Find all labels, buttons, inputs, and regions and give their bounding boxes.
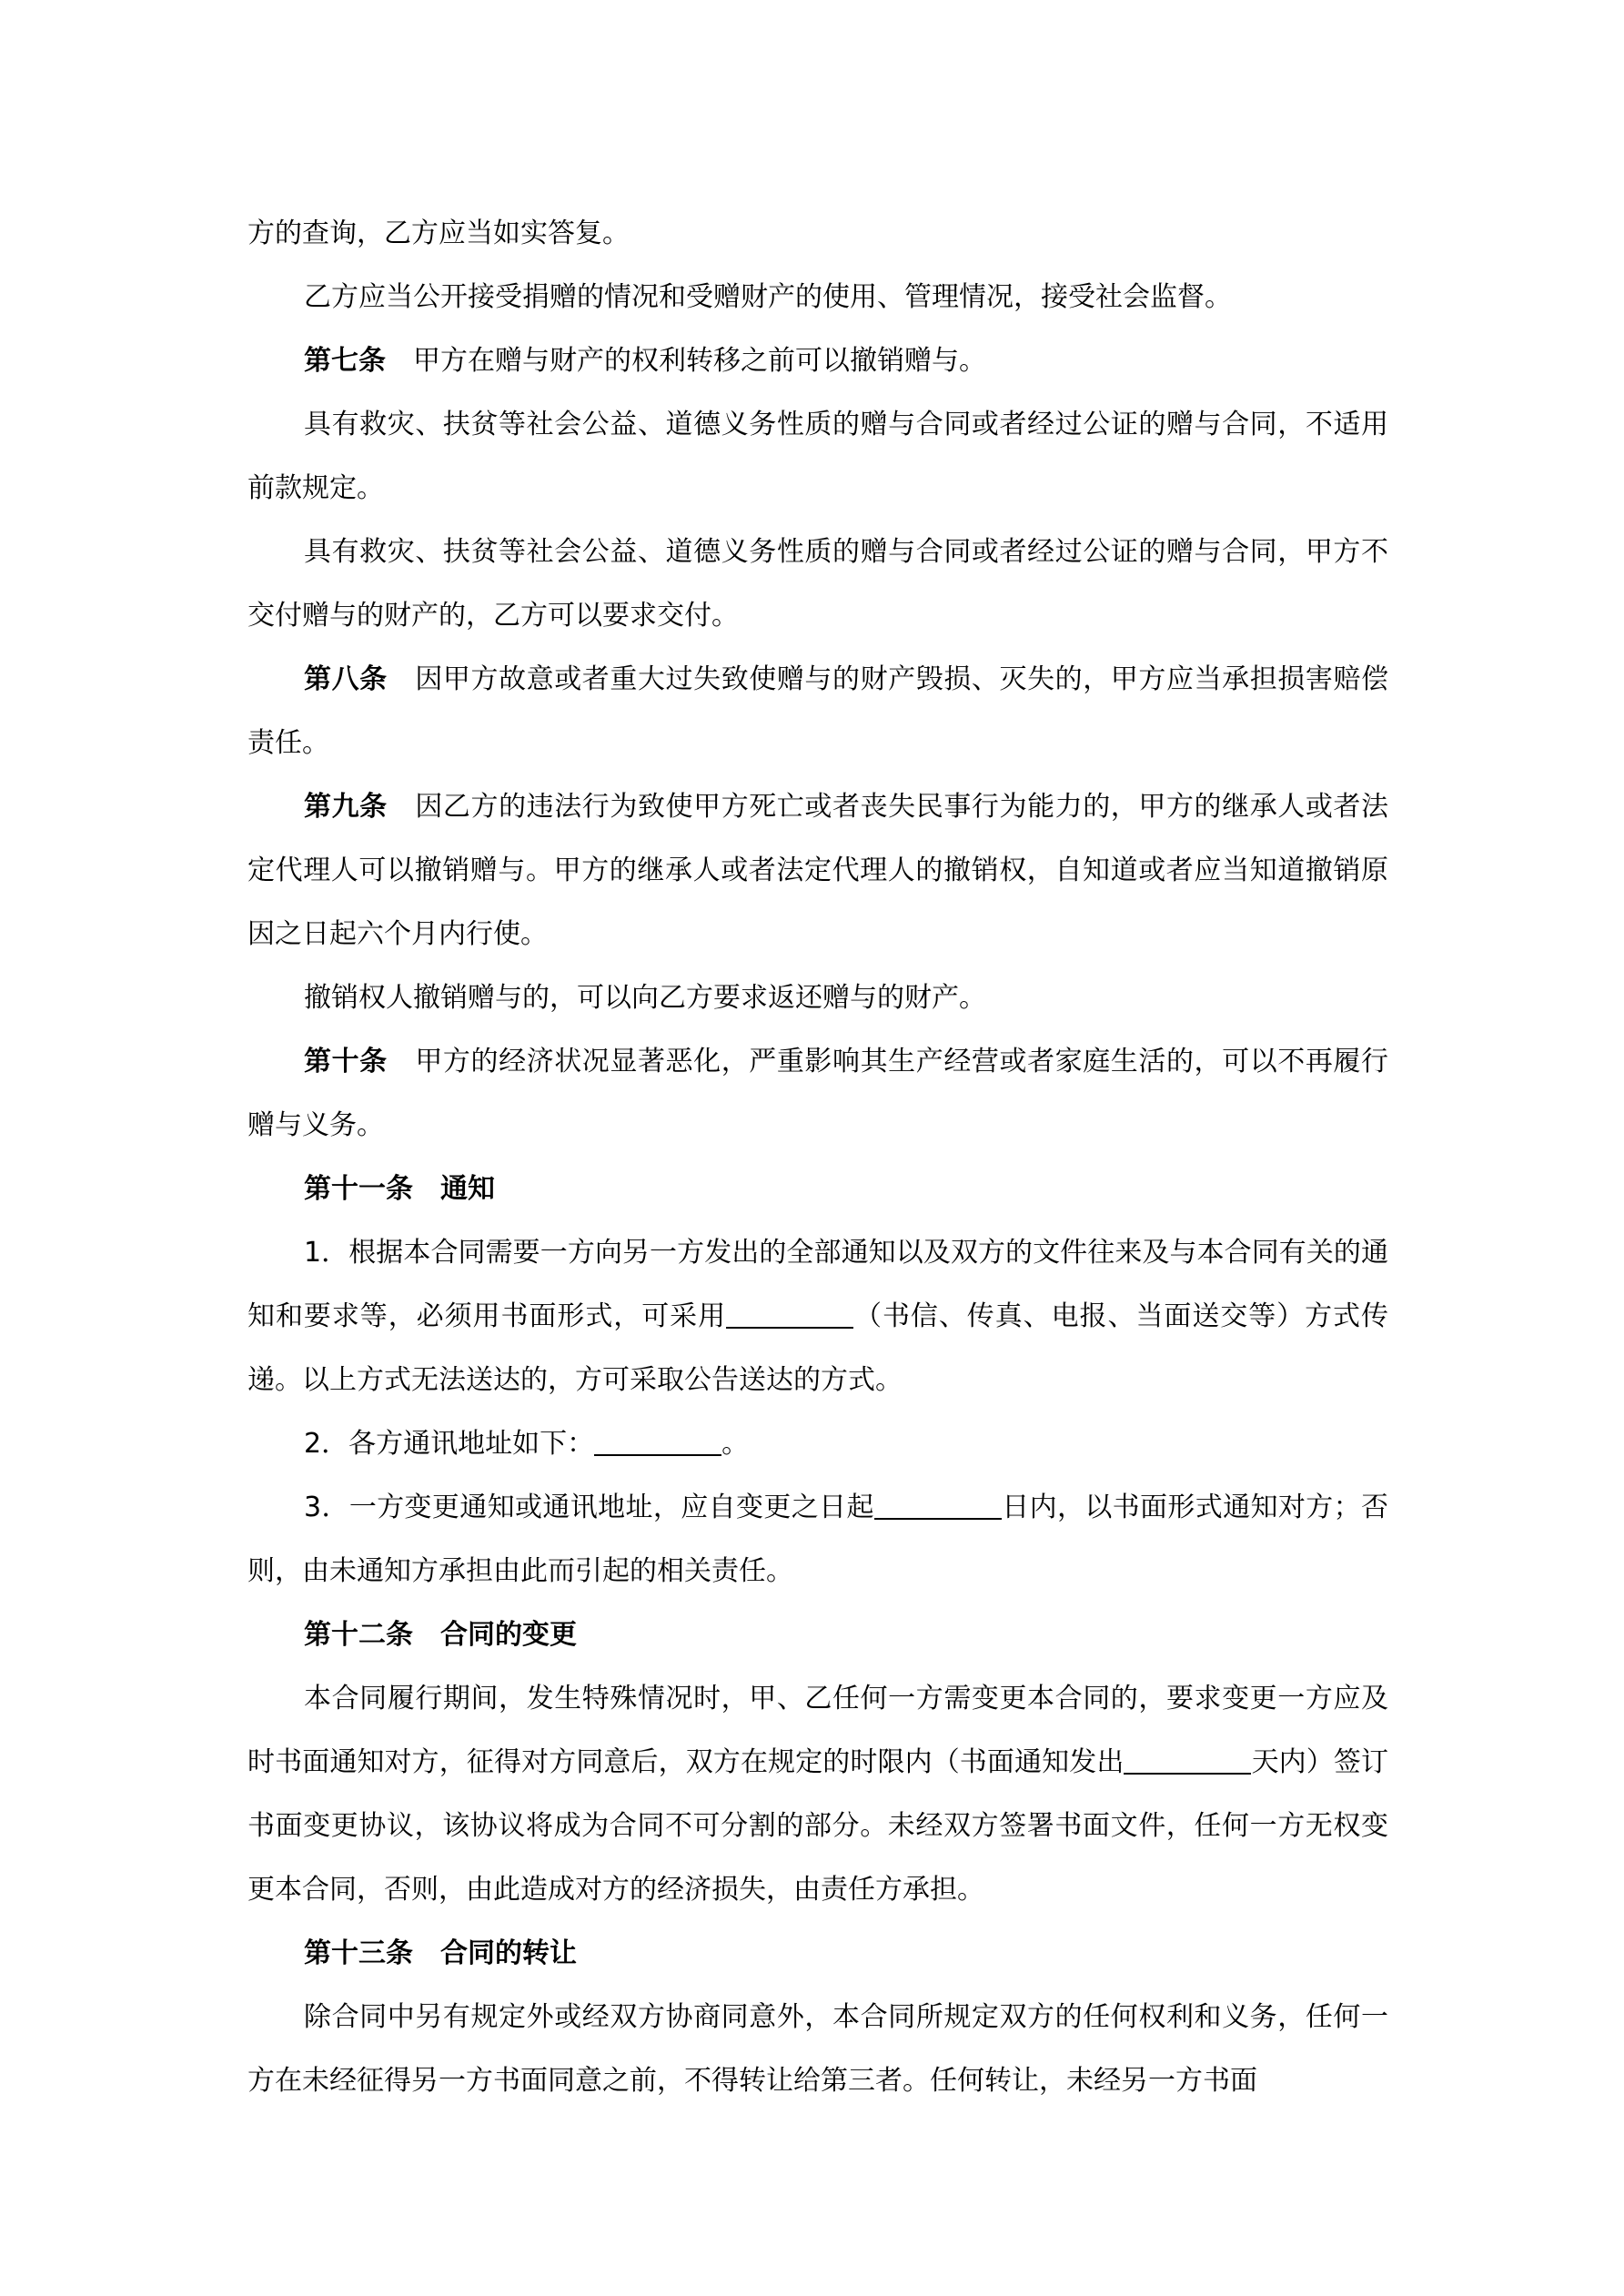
item-text: （书信、传真、电报、当面送交等）方式传递。以上方式无法送达的，方可采取公告送达的方式。 [247, 1300, 1389, 1396]
article-11-item-2 [247, 1412, 1388, 1476]
item-text: 。 [721, 1428, 750, 1460]
fill-blank[interactable] [594, 1427, 721, 1456]
contract-page [247, 202, 1388, 2113]
article-title: 第十一条 [304, 1173, 413, 1205]
article-title: 第十二条 [304, 1619, 413, 1651]
article-title: 第十三条 [304, 1937, 413, 1969]
article-title: 第七条 [304, 345, 386, 377]
paragraph: 具有救灾、扶贫等社会公益、道德义务性质的赠与合同或者经过公证的赠与合同，甲方不交付赠与的财产的，乙方可以要求交付。 [247, 536, 1388, 632]
article-title: 第十条 [304, 1046, 388, 1077]
fill-blank[interactable] [874, 1491, 1002, 1520]
article-text: 因甲方故意或者重大过失致使赠与的财产毁损、灭失的，甲方应当承担损害赔偿责任。 [247, 663, 1389, 759]
item-text: 天内）签订书面变更协议，该协议将成为合同不可分割的部分。未经双方签署书面文件，任何一方无权变更本合同，否则，由此造成对方的经济损失，由责任方承担。 [247, 1746, 1389, 1906]
item-text: 2．各方通讯地址如下： [304, 1428, 595, 1460]
article-9 [247, 775, 1388, 966]
fill-blank[interactable] [726, 1300, 853, 1329]
paragraph: 具有救灾、扶贫等社会公益、道德义务性质的赠与合同或者经过公证的赠与合同，不适用前款规定。 [247, 409, 1388, 504]
article-subtitle: 合同的变更 [440, 1619, 577, 1651]
article-subtitle: 合同的转让 [440, 1937, 577, 1969]
item-text: 日内，以书面形式通知对方；否则，由未通知方承担由此而引起的相关责任。 [247, 1492, 1389, 1587]
article-13-heading [247, 1922, 1388, 1986]
article-10 [247, 1030, 1388, 1158]
article-11-heading [247, 1158, 1388, 1221]
article-text: 因乙方的违法行为致使甲方死亡或者丧失民事行为能力的，甲方的继承人或者法定代理人可以撤销赠与。甲方的继承人或者法定代理人的撤销权，自知道或者应当知道撤销原因之日起六个月内行使。 [247, 791, 1389, 950]
article-12-heading [247, 1603, 1388, 1667]
item-text: 1．根据本合同需要一方向另一方发出的全部通知以及双方的文件往来及与本合同有关的通知和要求等，必须用书面形式，可采用 [247, 1237, 1388, 1332]
article-text: 甲方的经济状况显著恶化，严重影响其生产经营或者家庭生活的，可以不再履行赠与义务。 [247, 1046, 1389, 1141]
article-title: 第八条 [304, 663, 388, 695]
paragraph: 方的查询，乙方应当如实答复。 [247, 217, 630, 249]
article-subtitle: 通知 [440, 1173, 495, 1205]
paragraph: 撤销权人撤销赠与的，可以向乙方要求返还赠与的财产。 [304, 982, 986, 1014]
item-text: 3．一方变更通知或通讯地址，应自变更之日起 [304, 1492, 874, 1523]
paragraph: 乙方应当公开接受捐赠的情况和受赠财产的使用、管理情况，接受社会监督。 [304, 281, 1232, 313]
article-8 [247, 648, 1388, 775]
article-title: 第九条 [304, 791, 388, 823]
item-text: 本合同履行期间，发生特殊情况时，甲、乙任何一方需变更本合同的，要求变更一方应及时书面通知对方，征得对方同意后，双方在规定的时限内（书面通知发出 [247, 1683, 1388, 1778]
article-11-item-1 [247, 1221, 1388, 1412]
article-text: 甲方在赠与财产的权利转移之前可以撤销赠与。 [413, 345, 986, 377]
fill-blank[interactable] [1124, 1745, 1251, 1775]
article-13-text: 除合同中另有规定外或经双方协商同意外，本合同所规定双方的任何权利和义务，任何一方在未经征得另一方书面同意之前，不得转让给第三者。任何转让，未经另一方书面 [247, 2001, 1388, 2097]
article-11-item-3 [247, 1476, 1388, 1603]
article-12-text [247, 1667, 1388, 1922]
article-7 [247, 329, 1388, 393]
